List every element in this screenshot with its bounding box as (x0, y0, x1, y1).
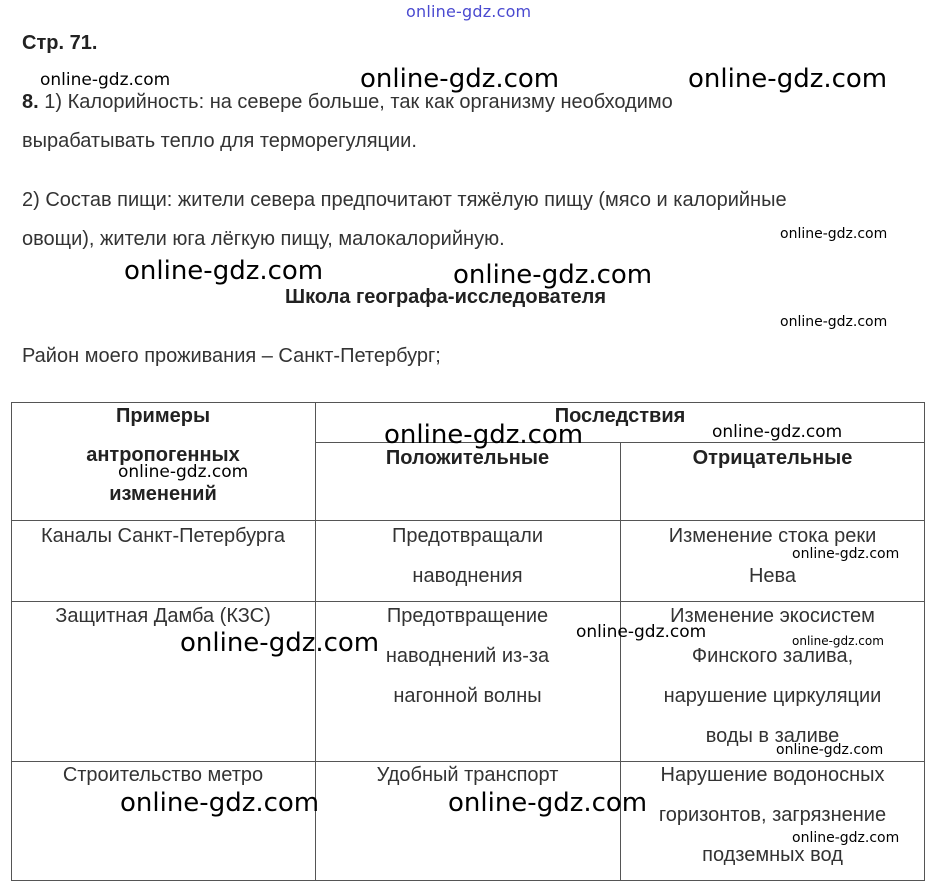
top-watermark: online-gdz.com (406, 2, 532, 21)
watermark: online-gdz.com (712, 422, 843, 442)
header-examples (11, 397, 315, 514)
cell-line: наводнений из-за (385, 645, 550, 667)
task-number: 8. (22, 91, 39, 113)
header-positive: Положительные (385, 447, 550, 469)
task-line-4: овощи), жители юга лёгкую пищу, малокалорийную. (22, 228, 505, 250)
task-text-1: 1) Калорийность: на севере больше, так как организму необходимо (38, 91, 673, 113)
header-examples-line-1: Примеры (115, 405, 211, 427)
cell-line: воды в заливе (705, 725, 840, 747)
watermark: online-gdz.com (792, 546, 900, 562)
header-negative: Отрицательные (692, 447, 853, 469)
section-heading: Школа географа-исследователя (285, 286, 607, 308)
cell-line: Нарушение водоносных (660, 764, 885, 786)
watermark: online-gdz.com (688, 64, 888, 94)
cell-line: Финского залива, (691, 645, 854, 667)
header-examples-line-3: изменений (109, 483, 217, 505)
cell-line: Каналы Санкт-Петербурга (40, 525, 286, 547)
cell-line: подземных вод (702, 844, 843, 866)
cell-line: Строительство метро (62, 764, 264, 786)
cell-line: горизонтов, загрязнение (658, 804, 887, 826)
cell-line: Предотвращали (392, 525, 543, 547)
cell-line: Предотвращение (386, 605, 549, 627)
watermark: online-gdz.com (792, 634, 884, 648)
cell-line: Защитная Дамба (КЗС) (55, 605, 271, 627)
cell-line: Нева (748, 565, 797, 587)
watermark: online-gdz.com (118, 462, 249, 482)
task-line-2: вырабатывать тепло для терморегуляции. (22, 130, 417, 152)
watermark: online-gdz.com (453, 260, 653, 290)
header-consequences: Последствия (554, 405, 686, 427)
cell-line: Удобный транспорт (376, 764, 559, 786)
header-examples-line-2: антропогенных (86, 444, 240, 466)
watermark: online-gdz.com (120, 788, 320, 818)
watermark: online-gdz.com (776, 742, 884, 758)
table-row-1-example (11, 516, 315, 556)
task-line-1 (22, 91, 673, 114)
cell-line: Изменение экосистем (670, 605, 875, 627)
cell-line: Изменение стока реки (668, 525, 877, 547)
watermark: online-gdz.com (780, 314, 888, 330)
watermark: online-gdz.com (780, 226, 888, 242)
watermark: online-gdz.com (384, 420, 584, 450)
watermark: online-gdz.com (180, 628, 380, 658)
task-line-3: 2) Состав пищи: жители севера предпочитают тяжёлую пищу (мясо и калорийные (22, 189, 787, 211)
table-row-1-positive (315, 516, 620, 596)
watermark: online-gdz.com (124, 256, 324, 286)
watermark: online-gdz.com (40, 70, 171, 90)
table-row-2-negative (620, 596, 925, 756)
watermark: online-gdz.com (360, 64, 560, 94)
cell-line: нагонной волны (393, 685, 542, 707)
page-number: Стр. 71. (22, 32, 98, 54)
cell-line: наводнения (412, 565, 523, 587)
cell-line: нарушение циркуляции (663, 685, 882, 707)
table-row-3-negative (620, 755, 925, 875)
watermark: online-gdz.com (576, 622, 707, 642)
watermark: online-gdz.com (448, 788, 648, 818)
watermark: online-gdz.com (792, 830, 900, 846)
region-line: Район моего проживания – Санкт-Петербург; (22, 345, 441, 367)
